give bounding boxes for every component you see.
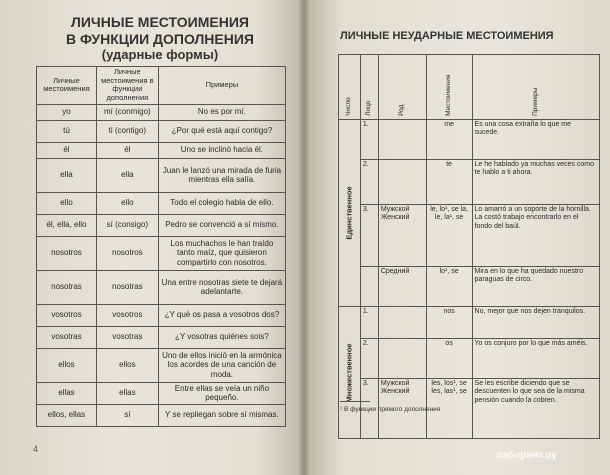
page-number: 4	[33, 444, 39, 454]
table-row	[37, 404, 286, 426]
watermark: лабиринт.ру	[496, 450, 557, 461]
table-row	[37, 270, 286, 304]
cell-example: ¿Por qué está aquí contigo?	[158, 120, 285, 142]
cell-object-form: nosotras	[96, 270, 158, 304]
cell-object-form: sí	[96, 404, 158, 426]
cell-pronoun: él, ella, ello	[37, 214, 97, 236]
cell-person: 3.	[360, 379, 378, 439]
cell-object-form: mí (conmigo)	[96, 104, 158, 120]
cell-example: Pedro se convenció a sí mismo.	[158, 214, 285, 236]
table-row	[339, 205, 600, 267]
cell-pronoun: nos	[426, 307, 472, 339]
left-title-line1: ЛИЧНЫЕ МЕСТОИМЕНИЯ	[71, 14, 249, 30]
table-row	[339, 267, 600, 307]
table-row	[37, 326, 286, 348]
table-row	[37, 158, 286, 192]
unstressed-pronouns-table	[338, 54, 600, 439]
cell-example: Mira en lo que ha quedado nuestro paraguas de circo.	[472, 267, 599, 307]
cell-example: ¿Y vosotras quiénes sois?	[158, 326, 285, 348]
table-header-row	[37, 67, 286, 105]
header-gender: Род	[378, 55, 426, 120]
cell-gender: Мужской Женский	[378, 205, 426, 267]
cell-object-form: él	[96, 142, 158, 158]
cell-gender	[378, 120, 426, 160]
table-row	[37, 120, 286, 142]
cell-example: Es una cosa extraña lo que me sucede.	[472, 120, 599, 160]
cell-example: Y se repliegan sobre sí mismas.	[158, 404, 285, 426]
cell-pronoun: ellos, ellas	[37, 404, 97, 426]
cell-object-form: vosotras	[96, 326, 158, 348]
cell-pronoun: nosotras	[37, 270, 97, 304]
stressed-pronouns-table	[36, 66, 286, 427]
book-spine	[298, 0, 310, 475]
cell-pronoun: ellas	[37, 382, 97, 404]
cell-object-form: ello	[96, 192, 158, 214]
cell-pronoun: vosotras	[37, 326, 97, 348]
table-row	[339, 120, 600, 160]
singular-label: Единственное	[339, 120, 361, 307]
cell-person: 1.	[360, 120, 378, 160]
cell-pronoun: lo¹, se	[426, 267, 472, 307]
left-title-line2: В ФУНКЦИИ ДОПОЛНЕНИЯ	[66, 31, 254, 47]
cell-example: No, mejor que nos dejen tranquilos.	[472, 307, 599, 339]
cell-example: ¿Y qué os pasa a vosotros dos?	[158, 304, 285, 326]
cell-example: Uno se inclinó hacia él.	[158, 142, 285, 158]
cell-pronoun: vosotros	[37, 304, 97, 326]
cell-person: 2.	[360, 339, 378, 379]
cell-pronoun: yo	[37, 104, 97, 120]
footnote-rule	[340, 401, 370, 402]
table-row	[37, 192, 286, 214]
cell-example: Le he hablado ya muchas veces como te hablo a ti ahora.	[472, 160, 599, 205]
cell-person	[360, 267, 378, 307]
cell-gender	[378, 307, 426, 339]
cell-object-form: ellos	[96, 348, 158, 382]
cell-example: Juan le lanzó una mirada de furia mientras ella salía.	[158, 158, 285, 192]
right-title: ЛИЧНЫЕ НЕУДАРНЫЕ МЕСТОИМЕНИЯ	[340, 30, 554, 42]
cell-pronoun: nosotros	[37, 236, 97, 270]
cell-person: 1.	[360, 307, 378, 339]
cell-pronoun: me	[426, 120, 472, 160]
table-row	[37, 104, 286, 120]
plural-label: Множественное	[339, 307, 361, 439]
cell-gender: Мужской Женский	[378, 379, 426, 439]
cell-object-form: nosotros	[96, 236, 158, 270]
cell-example: Entre ellas se veía un niño pequeño.	[158, 382, 285, 404]
table-row	[37, 214, 286, 236]
table-header-row	[339, 55, 600, 120]
cell-object-form: vosotros	[96, 304, 158, 326]
cell-pronoun: le, lo¹, se la, le, la¹, se	[426, 205, 472, 267]
table-row	[37, 236, 286, 270]
table-row	[37, 142, 286, 158]
cell-example: Una entre nosotras siete te dejará adelantarte.	[158, 270, 285, 304]
cell-pronoun: te	[426, 160, 472, 205]
cell-gender	[378, 339, 426, 379]
cell-gender	[378, 160, 426, 205]
header-examples: Примеры	[472, 55, 599, 120]
header-personal-pronouns: Личные местоимения	[37, 67, 97, 105]
cell-example: Se les escribe diciendo que se descuenten lo que sea de la misma pensión cuando la cobren.	[472, 379, 599, 439]
cell-pronoun: él	[37, 142, 97, 158]
cell-object-form: ti (contigo)	[96, 120, 158, 142]
header-examples: Примеры	[158, 67, 285, 105]
cell-pronoun: ellos	[37, 348, 97, 382]
cell-gender: Средний	[378, 267, 426, 307]
cell-object-form: sí (consigo)	[96, 214, 158, 236]
header-person: Лицо	[360, 55, 378, 120]
header-pronouns: Местоимения	[426, 55, 472, 120]
cell-example: Los muchachos le han traído tanto maíz, que quisieron compartirlo con nosotros.	[158, 236, 285, 270]
header-object-pronouns: Личные местоимения в функции дополнения	[96, 67, 158, 105]
table-row	[339, 339, 600, 379]
cell-person: 3.	[360, 205, 378, 267]
header-number: Число	[339, 55, 361, 120]
cell-pronoun: ello	[37, 192, 97, 214]
left-subtitle: (ударные формы)	[101, 47, 219, 62]
cell-example: No es por mí.	[158, 104, 285, 120]
cell-example: Yo os conjuro por lo que más améis.	[472, 339, 599, 379]
cell-example: Lo amarró a un soporte de la hornilla. La costó trabajo encontrarlo en el fondo del baúl.	[472, 205, 599, 267]
table-row	[37, 348, 286, 382]
cell-pronoun: os	[426, 339, 472, 379]
cell-pronoun: les, los¹, se les, las¹, se	[426, 379, 472, 439]
table-row	[37, 382, 286, 404]
cell-pronoun: tú	[37, 120, 97, 142]
cell-pronoun: ella	[37, 158, 97, 192]
table-row	[37, 304, 286, 326]
cell-person: 2.	[360, 160, 378, 205]
cell-example: Uno de ellos inició en la armónica los acordes de una canción de moda.	[158, 348, 285, 382]
table-row	[339, 160, 600, 205]
cell-object-form: ellas	[96, 382, 158, 404]
cell-example: Todo el colegio habla de ello.	[158, 192, 285, 214]
cell-object-form: ella	[96, 158, 158, 192]
table-row	[339, 307, 600, 339]
footnote: ¹ В функции прямого дополнения	[340, 406, 441, 413]
